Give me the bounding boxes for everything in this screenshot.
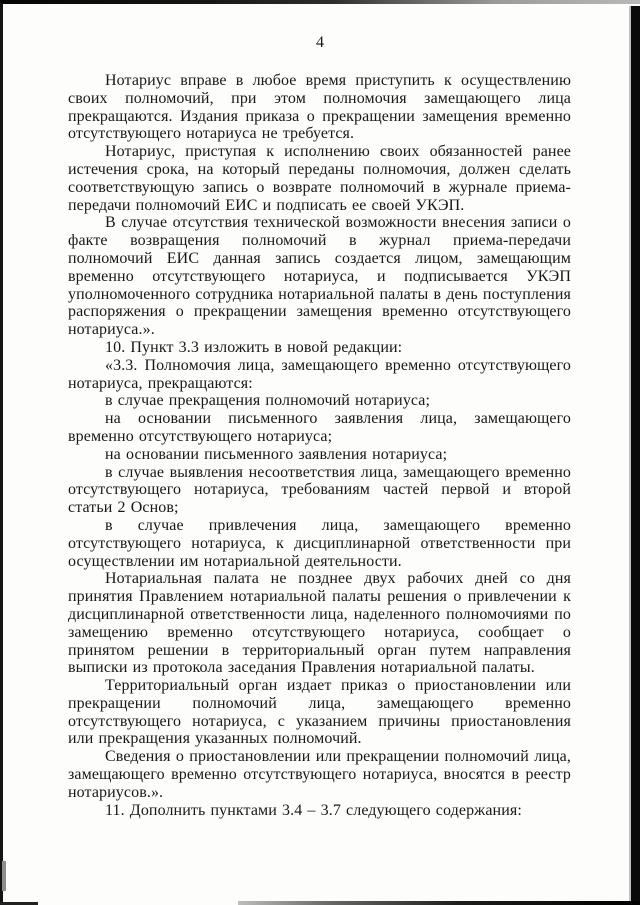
paragraph: В случае отсутствия технической возможности внесения записи о факте возвращения полномочий в журнал приема-передачи полномочий ЕИС данная запись создается лицом, замещающим временно отсутствующего нотариуса, и подписывается УКЭП уполномоченного сотрудника нотариальной палаты в день поступления распоряжения о прекращении замещения временно отсутствующего нотариуса.». <box>68 214 571 339</box>
paragraph: в случае привлечения лица, замещающего временно отсутствующего нотариуса, к дисциплинарной ответственности при осуществлении им нотариальной деятельности. <box>68 516 571 570</box>
scan-edge-bottom <box>238 901 640 905</box>
paragraph: Территориальный орган издает приказ о приостановлении или прекращении полномочий лица, замещающего временно отсутствующего нотариуса, с указанием причины приостановления или прекращения указанных полномочий. <box>68 677 571 748</box>
paragraph: Нотариус, приступая к исполнению своих обязанностей ранее истечения срока, на который переданы полномочия, должен сделать соответствующую запись о возврате полномочий в журнале приема-передачи полномочий ЕИС и подписать ее своей УКЭП. <box>68 143 571 214</box>
paragraph: 10. Пункт 3.3 изложить в новой редакции: <box>105 338 403 356</box>
scan-edge-left <box>0 3 3 902</box>
paragraph: на основании письменного заявления лица, замещающего временно отсутствующего нотариуса; <box>68 410 571 445</box>
scan-edge-left-mark <box>2 861 6 891</box>
scan-edge-right <box>631 6 640 905</box>
document-body <box>68 72 571 819</box>
paragraph: в случае прекращения полномочий нотариуса; <box>105 392 431 410</box>
paragraph: на основании письменного заявления нотариуса; <box>105 445 448 463</box>
paragraph: Нотариальная палата не позднее двух рабочих дней со дня принятия Правлением нотариальной палаты решения о привлечении к дисциплинарной ответственности лица, наделенного полномочиями по замещению временно отсутствующего нотариуса, сообщает о принятом решении в территориальный орган путем направления выписки из протокола заседания Правления нотариальной палаты. <box>68 570 571 677</box>
paragraph: Сведения о приостановлении или прекращении полномочий лица, замещающего временно отсутствующего нотариуса, вносятся в реестр нотариусов.». <box>68 748 571 801</box>
paragraph: 11. Дополнить пунктами 3.4 – 3.7 следующего содержания: <box>105 801 522 819</box>
scan-edge-top <box>0 0 640 4</box>
paragraph: Нотариус вправе в любое время приступить к осуществлению своих полномочий, при этом полномочия замещающего лица прекращаются. Издания приказа о прекращении замещения временно отсутствующего нотариуса не требуется. <box>68 72 571 143</box>
paragraph: «3.3. Полномочия лица, замещающего временно отсутствующего нотариуса, прекращаются: <box>68 356 571 392</box>
paragraph: в случае выявления несоответствия лица, замещающего временно отсутствующего нотариуса, требованиям частей первой и второй статьи 2 Основ; <box>68 463 571 517</box>
page-number: 4 <box>316 34 324 51</box>
